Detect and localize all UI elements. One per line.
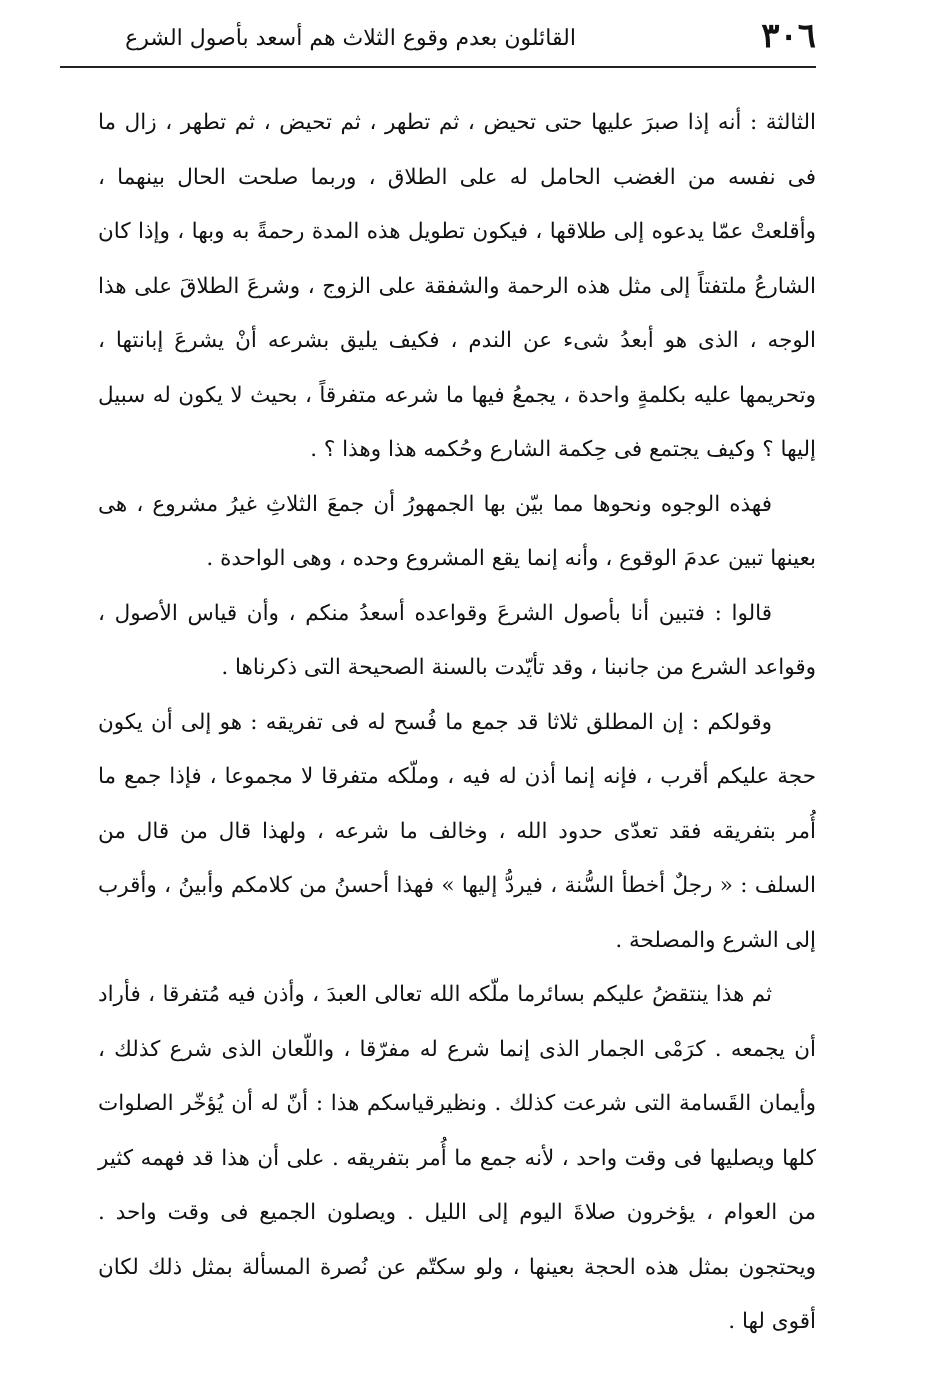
page-number: ٣٠٦ [761,16,816,56]
running-title: القائلون بعدم وقوع الثلاث هم أسعد بأصول الشرع [125,26,576,51]
paragraph-majority-arguments: فهذه الوجوه ونحوها مما بيّن بها الجمهورُ أن جمعَ الثلاثِ غيرُ مشروع ، هى بعينها تبين عدمَ الوقوع ، وأنه إنما يقع المشروع وحده ، وهى الواحدة . [98,491,816,571]
page-header [60,14,816,68]
paragraph-they-said: قالوا : فتبين أنا بأصول الشرعَ وقواعده أسعدُ منكم ، وأن قياس الأصول ، وقواعد الشرع من جانبنا ، وقد تأيّدت بالسنة الصحيحة التى ذكرناها . [98,600,816,680]
paragraph-counterargument: ثم هذا ينتقضُ عليكم بسائرما ملّكه الله تعالى العبدَ ، وأذن فيه مُتفرقا ، فأراد أن يجمعه . كرَمْى الجمار الذى إنما شرع له مفرّقا ، واللّعان الذى شرع كذلك ، وأيمان القَسامة التى شرعت كذلك . ونظيرقياسكم هذا : أنّ له أن يُؤخّر الصلوات كلها ويصليها فى وقت واحد ، لأنه جمع ما أُمر بتفريقه . على أن هذا قد فهمه كثير من العوام ، يؤخرون صلاةَ اليوم إلى الليل . ويصلون الجميع فى وقت واحد . ويحتجون بمثل هذه الحجة بعينها ، ولو سكتّم عن نُصرة المسألة بمثل ذلك لكان أقوى لها . [98,982,816,1334]
paragraph-third-reason: الثالثة : أنه إذا صبرَ عليها حتى تحيض ، ثم تطهر ، ثم تحيض ، ثم تطهر ، زال ما فى نفسه من الغضب الحامل له على الطلاق ، وربما صلحت الحال بينهما ، وأقلعتْ عمّا يدعوه إلى طلاقها ، فيكون تطويل هذه المدة رحمةً به وبها ، وإذا كان الشارعُ ملتفتاً إلى مثل هذه الرحمة والشفقة على الزوج ، وشرعَ الطلاقَ على هذا الوجه ، الذى هو أبعدُ شىء عن الندم ، فكيف يليق بشرعه أنْ يشرعَ إبانتها ، وتحريمها عليه بكلمةٍ واحدة ، يجمعُ فيها ما شرعه متفرقاً ، بحيث لا يكون له سبيل إليها ؟ وكيف يجتمع فى حِكمة الشارع وحُكمه هذا وهذا ؟ . [98,110,816,462]
paragraph-your-statement: وقولكم : إن المطلق ثلاثا قد جمع ما فُسح له فى تفريقه : هو إلى أن يكون حجة عليكم أقرب ، فإنه إنما أذن له فيه ، وملّكه متفرقا لا مجموعا ، فإذا جمع ما أُمر بتفريقه فقد تعدّى حدود الله ، وخالف ما شرعه ، ولهذا قال من قال من السلف : « رجلٌ أخطأ السُّنة ، فيردُّ إليها » فهذا أحسنُ من كلامكم وأبينُ ، وأقرب إلى الشرع والمصلحة . [98,709,816,953]
page-body [98,96,816,1350]
